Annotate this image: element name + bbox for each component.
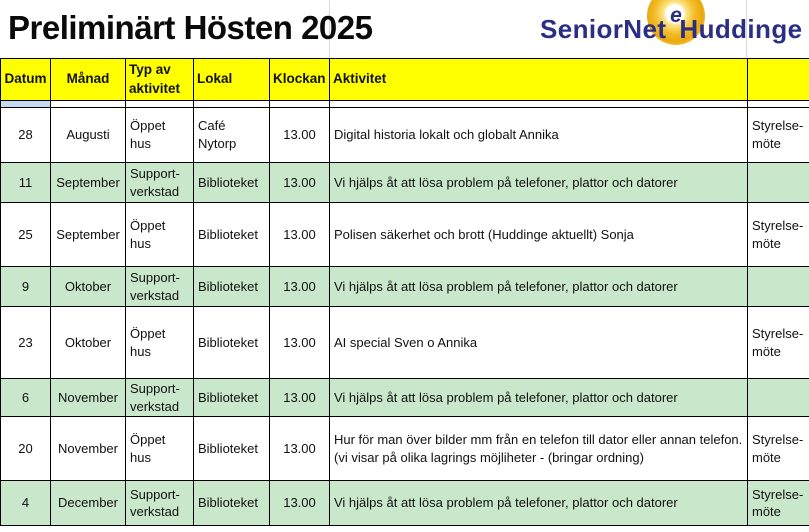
schedule-table [0,58,809,526]
cell-datum-selected[interactable]: 25 [1,203,51,267]
cell-manad[interactable]: December [51,481,126,526]
cell-manad[interactable]: November [51,379,126,417]
logo-swirl-letter: e [670,4,682,27]
header-row [1,59,809,101]
cell-klockan[interactable]: 13.00 [270,481,330,526]
cell-aktivitet[interactable]: Vi hjälps åt att lösa problem på telefoner, plattor och datorer [330,163,748,203]
cell-manad[interactable]: Oktober [51,267,126,307]
cell-manad[interactable]: Augusti [51,108,126,163]
cell-lokal[interactable]: Biblioteket [194,163,270,203]
spacer-cell[interactable] [194,101,270,108]
cell-lokal[interactable]: Biblioteket [194,203,270,267]
logo-seniornet-text: SeniorNet [540,14,667,44]
cell-typ[interactable]: Support-verkstad [126,163,194,203]
cell-note[interactable]: Styrelse-möte [748,417,809,481]
table-row [1,203,809,267]
table-row [1,307,809,379]
spacer-cell[interactable] [748,101,809,108]
cell-klockan[interactable]: 13.00 [270,417,330,481]
cell-aktivitet[interactable]: Hur för man över bilder mm från en telefon till dator eller annan telefon. (vi visar på olika lagrings möjliheter - (bringar ordning) [330,417,748,481]
table-row [1,379,809,417]
cell-note[interactable] [748,267,809,307]
cell-typ[interactable]: Support-verkstad [126,481,194,526]
cell-manad[interactable]: September [51,163,126,203]
cell-note[interactable]: Styrelse-möte [748,203,809,267]
cell-datum[interactable]: 6 [1,379,51,417]
cell-aktivitet[interactable]: Vi hjälps åt att lösa problem på telefoner, plattor och datorer [330,267,748,307]
cell-lokal[interactable]: Café Nytorp [194,108,270,163]
table-row [1,417,809,481]
spacer-cell[interactable] [270,101,330,108]
cell-aktivitet[interactable]: Digital historia lokalt och globalt Annika [330,108,748,163]
cell-aktivitet[interactable]: Vi hjälps åt att lösa problem på telefoner, plattor och datorer [330,481,748,526]
cell-datum[interactable]: 20 [1,417,51,481]
cell-typ[interactable]: Öppet hus [126,108,194,163]
cell-datum[interactable]: 28 [1,108,51,163]
cell-lokal[interactable]: Biblioteket [194,267,270,307]
spacer-cell[interactable] [51,101,126,108]
cell-klockan[interactable]: 13.00 [270,267,330,307]
cell-aktivitet[interactable]: AI special Sven o Annika [330,307,748,379]
cell-klockan[interactable]: 13.00 [270,163,330,203]
header-manad[interactable]: Månad [51,59,126,101]
cell-note[interactable]: Styrelse-möte [748,307,809,379]
spacer-row [1,101,809,108]
cell-note[interactable]: Styrelse-möte [748,108,809,163]
cell-datum[interactable]: 4 [1,481,51,526]
cell-aktivitet[interactable]: Vi hjälps åt att lösa problem på telefoner, plattor och datorer [330,379,748,417]
logo-huddinge-text: Huddinge [679,14,803,44]
cell-lokal[interactable]: Biblioteket [194,379,270,417]
cell-datum[interactable]: 11 [1,163,51,203]
spacer-cell-blue[interactable] [1,101,51,108]
table-row [1,108,809,163]
cell-typ[interactable]: Support-verkstad [126,379,194,417]
cell-klockan[interactable]: 13.00 [270,307,330,379]
logo-text [540,14,809,45]
cell-klockan[interactable]: 13.00 [270,203,330,267]
cell-note[interactable] [748,379,809,417]
cell-manad[interactable]: Oktober [51,307,126,379]
page-title: Preliminärt Hösten 2025 [8,9,373,46]
table-row [1,481,809,526]
table-row [1,267,809,307]
spacer-cell[interactable] [330,101,748,108]
seniornet-huddinge-logo [540,0,809,56]
cell-lokal[interactable]: Biblioteket [194,417,270,481]
table-row [1,163,809,203]
cell-manad[interactable]: November [51,417,126,481]
cell-typ[interactable]: Öppet hus [126,203,194,267]
cell-aktivitet[interactable]: Polisen säkerhet och brott (Huddinge aktuellt) Sonja [330,203,748,267]
cell-lokal[interactable]: Biblioteket [194,481,270,526]
cell-datum[interactable]: 9 [1,267,51,307]
header-klockan[interactable]: Klockan [270,59,330,101]
cell-datum[interactable]: 23 [1,307,51,379]
header-lokal[interactable]: Lokal [194,59,270,101]
cell-typ[interactable]: Öppet hus [126,417,194,481]
header-aktivitet[interactable]: Aktivitet [330,59,748,101]
cell-note[interactable]: Styrelse-möte [748,481,809,526]
title-area [0,0,809,58]
header-datum[interactable]: Datum [1,59,51,101]
cell-klockan[interactable]: 13.00 [270,108,330,163]
header-typ-av-aktivitet[interactable]: Typ av aktivitet [126,59,194,101]
cell-klockan[interactable]: 13.00 [270,379,330,417]
header-note[interactable] [748,59,809,101]
cell-lokal[interactable]: Biblioteket [194,307,270,379]
cell-typ[interactable]: Support-verkstad [126,267,194,307]
spacer-cell[interactable] [126,101,194,108]
cell-note[interactable] [748,163,809,203]
cell-manad[interactable]: September [51,203,126,267]
cell-typ[interactable]: Öppet hus [126,307,194,379]
